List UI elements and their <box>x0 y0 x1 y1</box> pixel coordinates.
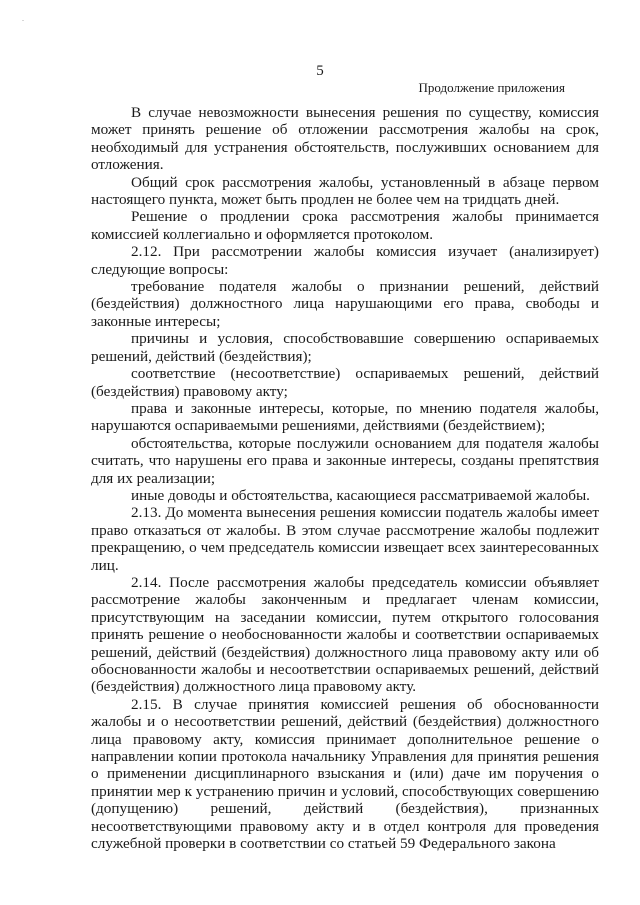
list-item-requirement: требование подателя жалобы о признании решений, действий (бездействия) должностного лица нарушающими его права, свободы и законные интересы; <box>91 278 599 330</box>
paragraph-2-14: 2.14. После рассмотрения жалобы председатель комиссии объявляет рассмотрение жалобы законченным и предлагает членам комиссии, присутствующим на заседании комиссии, путем открытого голосования принять решение о необоснованности жалобы и соответствии оспариваемых решений, действий (бездействия) должностного лица правовому акту или об обоснованности жалобы и несоответствии оспариваемых решений, действий (бездействия) должностного лица правовому акту. <box>91 573 599 696</box>
document-body <box>91 104 599 852</box>
paragraph-postponement: В случае невозможности вынесения решения по существу, комиссия может принять решение об отложении рассмотрения жалобы на срок, необходимый для устранения обстоятельств, послуживших основанием для отложения. <box>91 104 599 174</box>
paragraph-total-term: Общий срок рассмотрения жалобы, установленный в абзаце первом настоящего пункта, может быть продлен не более чем на тридцать дней. <box>91 173 599 209</box>
list-item-compliance: соответствие (несоответствие) оспариваемых решений, действий (бездействия) правовому акту; <box>91 365 599 400</box>
list-item-causes: причины и условия, способствовавшие совершению оспариваемых решений, действий (бездействия); <box>91 330 599 365</box>
continuation-label: Продолжение приложения <box>418 80 565 95</box>
paragraph-2-13: 2.13. До момента вынесения решения комиссии податель жалобы имеет право отказаться от жалобы. В этом случае рассмотрение жалобы подлежит прекращению, о чем председатель комиссии извещает всех заинтересованных лиц. <box>91 504 599 574</box>
list-item-rights: права и законные интересы, которые, по мнению подателя жалобы, нарушаются оспариваемыми решениями, действиями (бездействием); <box>91 399 599 435</box>
corner-mark: . <box>22 14 24 23</box>
paragraph-2-12: 2.12. При рассмотрении жалобы комиссия изучает (анализирует) следующие вопросы: <box>91 243 599 278</box>
paragraph-2-15: 2.15. В случае принятия комиссией решения об обоснованности жалобы и о несоответствии решений, действий (бездействия) должностного лица правовому акту, комиссия принимает дополнительное решение о направлении копии протокола начальнику Управления для принятия решения о применении дисциплинарного взыскания и (или) даче им поручения о принятии мер к устранению причин и условий, способствующих совершению (допущению) решений, действий (бездействия), признанных несоответствующими правовому акту и в отдел контроля для проведения служебной проверки в соответствии со статьей 59 Федерального закона <box>91 695 599 853</box>
list-item-other: иные доводы и обстоятельства, касающиеся рассматриваемой жалобы. <box>131 486 590 504</box>
page-number: 5 <box>316 63 324 79</box>
paragraph-extension-decision: Решение о продлении срока рассмотрения жалобы принимается комиссией коллегиально и оформляется протоколом. <box>91 208 599 243</box>
list-item-circumstances: обстоятельства, которые послужили основанием для подателя жалобы считать, что нарушены его права и законные интересы, созданы препятствия для их реализации; <box>91 434 599 487</box>
